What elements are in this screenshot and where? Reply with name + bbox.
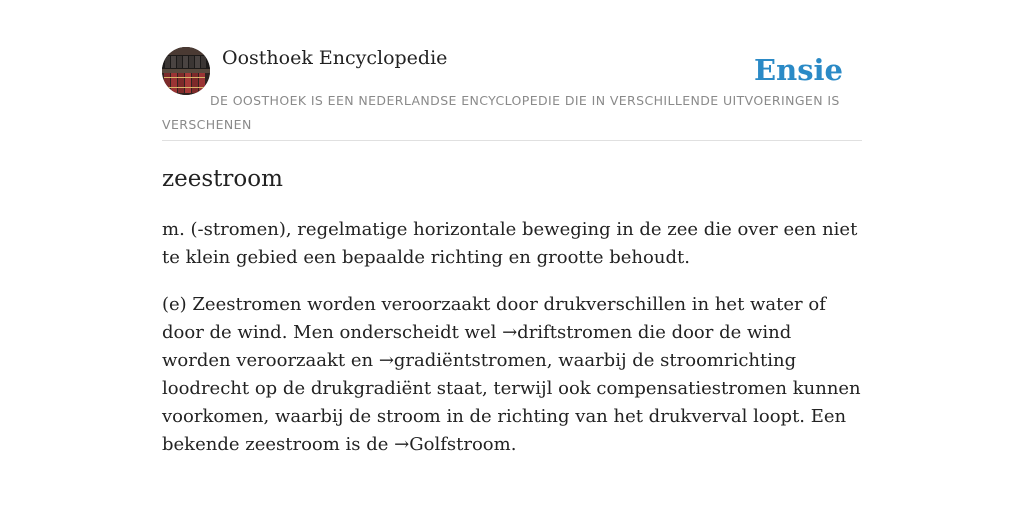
encyclopedia-avatar-icon[interactable] [162,47,210,95]
cross-reference-link[interactable]: →Golfstroom [394,434,511,455]
paragraph-text: , waarbij de stroomrichting loodrecht op de drukgradiënt staat, terwijl ook compensatiestromen kunnen voorkomen, waarbij de stroom in de richting van het drukverval loopt. Een bekende zeestroom is de [162,350,861,455]
site-title[interactable]: Oosthoek Encyclopedie [222,47,448,69]
paragraph-text: . [510,434,517,455]
site-header [162,46,862,141]
entry-title: zeestroom [162,166,283,192]
entry-paragraph: m. (-stromen), regelmatige horizontale beweging in de zee die over een niet te klein gebied een bepaalde richting en grootte behoudt. [162,219,858,268]
entry-paragraph [162,291,862,459]
site-tagline: DE OOSTHOEK IS EEN NEDERLANDSE ENCYCLOPEDIE DIE IN VERSCHILLENDE UITVOERINGEN IS VERSCHENEN [162,93,840,132]
paragraph-text: die door de wind worden veroorzaakt en [162,322,792,371]
entry-content [162,160,862,459]
cross-reference-link[interactable]: →driftstromen [502,322,633,343]
cross-reference-link[interactable]: →gradiëntstromen [378,350,547,371]
brand-logo[interactable]: Ensie [754,53,843,87]
paragraph-text: (e) Zeestromen worden veroorzaakt door drukverschillen in het water of door de wind. Men onderscheidt wel [162,294,826,343]
